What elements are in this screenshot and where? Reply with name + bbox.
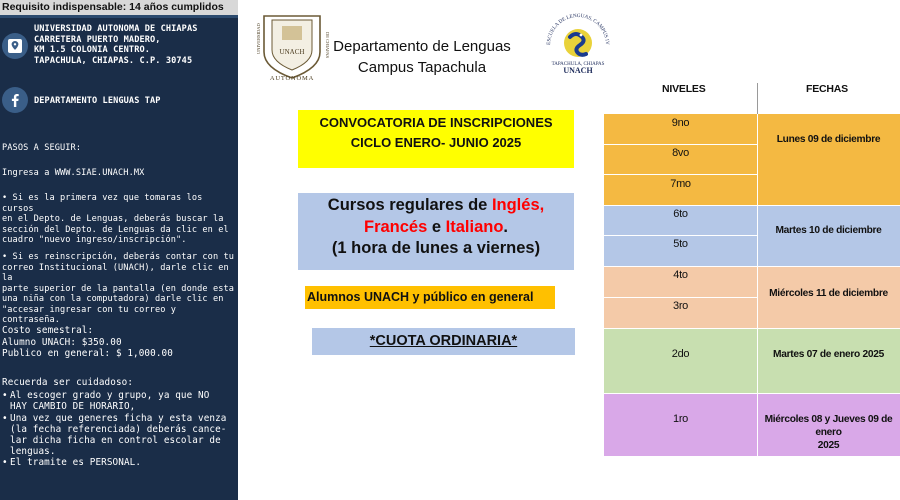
level-cell: 3ro xyxy=(673,300,688,312)
shield-text: UNACH xyxy=(279,48,305,56)
row-divider xyxy=(604,328,900,329)
table-header-dates: FECHAS xyxy=(806,83,848,95)
text-line: sección del Depto. de Lenguas da clic en el xyxy=(2,224,229,235)
convocatoria-title: CONVOCATORIA DE INSCRIPCIONES xyxy=(319,115,553,130)
row-divider xyxy=(604,235,757,236)
date-cell: Miércoles 11 de diciembre xyxy=(769,288,888,299)
text-line: una niña con la computadora) darle clic en xyxy=(2,294,224,304)
language-frances: Francés xyxy=(363,217,428,236)
department-line: Departamento de Lenguas xyxy=(333,38,511,55)
list-item xyxy=(2,390,236,412)
address-line: KM 1.5 COLONIA CENTRO. xyxy=(34,45,151,56)
reminder-block xyxy=(2,377,236,469)
level-cell: 5to xyxy=(673,238,688,250)
date-line: Miércoles 08 y Jueves 09 de enero xyxy=(764,414,893,438)
fee-banner: *CUOTA ORDINARIA* xyxy=(312,328,575,355)
divider xyxy=(0,15,238,18)
text-line: (la fecha referenciada) deberás cance- xyxy=(10,423,227,435)
level-cell: 4to xyxy=(673,269,688,281)
text-line: • Una vez que generes ficha y esta venza xyxy=(10,412,227,424)
text-line: lar dicha ficha en control escolar de xyxy=(10,435,221,447)
level-cell: 8vo xyxy=(672,147,689,159)
row-divider xyxy=(604,205,900,206)
steps-paragraph-new xyxy=(2,193,236,246)
date-cell xyxy=(757,413,900,452)
row-divider xyxy=(604,144,757,145)
facebook-link[interactable]: DEPARTAMENTO LENGUAS TAP xyxy=(34,96,161,106)
logo-arc-text: ESCUELA DE LENGUAS, CAMPUS IV xyxy=(545,12,611,46)
courses-line-1 xyxy=(298,195,574,217)
text-line: • Si es la primera vez que tomaras los cursos xyxy=(2,193,203,214)
requirement-bar: Requisito indispensable: 14 años cumplidos xyxy=(0,0,238,15)
escuela-lenguas-logo xyxy=(540,11,616,75)
text-line: • El tramite es PERSONAL. xyxy=(10,457,142,469)
reminder-list xyxy=(2,390,236,468)
row-divider xyxy=(604,266,900,267)
text-line: • Si es reinscripción, deberás contar con tu xyxy=(2,252,235,262)
date-cell: Lunes 09 de diciembre xyxy=(776,134,881,145)
header-divider xyxy=(757,83,758,114)
language-ingles: Inglés, xyxy=(491,196,545,214)
info-panel xyxy=(0,0,238,500)
steps-title: PASOS A SEGUIR: xyxy=(2,143,82,153)
row-divider xyxy=(604,174,757,175)
costs-block xyxy=(2,325,236,360)
courses-prefix: Cursos regulares de xyxy=(327,196,492,214)
convocatoria-cycle: CICLO ENERO- JUNIO 2025 xyxy=(350,135,522,150)
steps-url: Ingresa a WWW.SIAE.UNACH.MX xyxy=(2,168,145,178)
facebook-icon[interactable] xyxy=(2,87,28,113)
text-line: lenguas. xyxy=(10,446,56,458)
level-cell: 9no xyxy=(671,117,690,129)
level-cell: 1ro xyxy=(673,413,688,425)
shield-ring-right: DE CHIAPAS xyxy=(325,32,330,58)
level-cell: 7mo xyxy=(670,178,691,190)
text-line: correo Institucional (UNACH), darle clic en la xyxy=(2,262,229,283)
address-line: CARRETERA PUERTO MADERO, xyxy=(34,34,161,45)
language-italiano: Italiano xyxy=(445,217,504,236)
courses-line-2 xyxy=(298,217,574,239)
logo-name: UNACH xyxy=(563,66,593,75)
courses-schedule: (1 hora de lunes a viernes) xyxy=(331,239,541,257)
address-block xyxy=(34,24,234,67)
date-cell: Martes 07 de enero 2025 xyxy=(773,349,884,360)
cost-publico: Publico en general: $ 1,000.00 xyxy=(2,348,173,360)
shield-bottom: AUTONOMA xyxy=(269,75,315,82)
logo-place: TAPACHULA, CHIAPAS xyxy=(551,62,605,67)
location-pin-icon xyxy=(2,33,28,59)
conjunction: e xyxy=(427,217,446,236)
department-title xyxy=(322,36,522,78)
list-item xyxy=(2,457,236,468)
convocatoria-banner xyxy=(298,110,574,168)
steps-paragraph-return xyxy=(2,252,236,326)
list-item xyxy=(2,413,236,458)
row-divider xyxy=(604,297,757,298)
cost-alumno: Alumno UNACH: $350.00 xyxy=(2,336,122,348)
table-header-levels: NIVELES xyxy=(662,83,706,95)
period: . xyxy=(503,217,508,236)
address-line: UNIVERSIDAD AUTONOMA DE CHIAPAS xyxy=(34,24,198,34)
audience-banner: Alumnos UNACH y público en general xyxy=(305,286,555,309)
row-divider xyxy=(604,393,900,394)
text-line: "accesar ingresar con tu correo y contraseña. xyxy=(2,304,177,325)
table-row xyxy=(604,328,900,393)
table-row xyxy=(604,393,900,456)
text-line: • Al escoger grado y grupo, ya que NO xyxy=(10,390,210,402)
address-line: TAPACHULA, CHIAPAS. C.P. 30745 xyxy=(34,56,193,67)
date-line: 2025 xyxy=(817,440,840,451)
courses-banner xyxy=(298,193,574,270)
text-line: parte superior de la pantalla (en donde esta xyxy=(2,283,235,294)
date-cell: Martes 10 de diciembre xyxy=(775,225,882,236)
unach-shield-logo xyxy=(256,14,328,82)
text-line: en el Depto. de Lenguas, deberás buscar la xyxy=(2,214,224,224)
level-cell: 2do xyxy=(671,348,690,360)
level-cell: 6to xyxy=(673,208,688,220)
column-divider xyxy=(757,114,758,456)
reminder-title: Recuerda ser cuidadoso: xyxy=(2,377,134,388)
campus-line: Campus Tapachula xyxy=(357,59,487,76)
costs-title: Costo semestral: xyxy=(2,325,94,336)
table-row xyxy=(604,114,900,205)
shield-ring-left: UNIVERSIDAD xyxy=(256,23,261,54)
text-line: cuadro "nuevo ingreso/inscripción". xyxy=(2,235,187,245)
text-line: HAY CAMBIO DE HORARIO, xyxy=(10,401,136,413)
